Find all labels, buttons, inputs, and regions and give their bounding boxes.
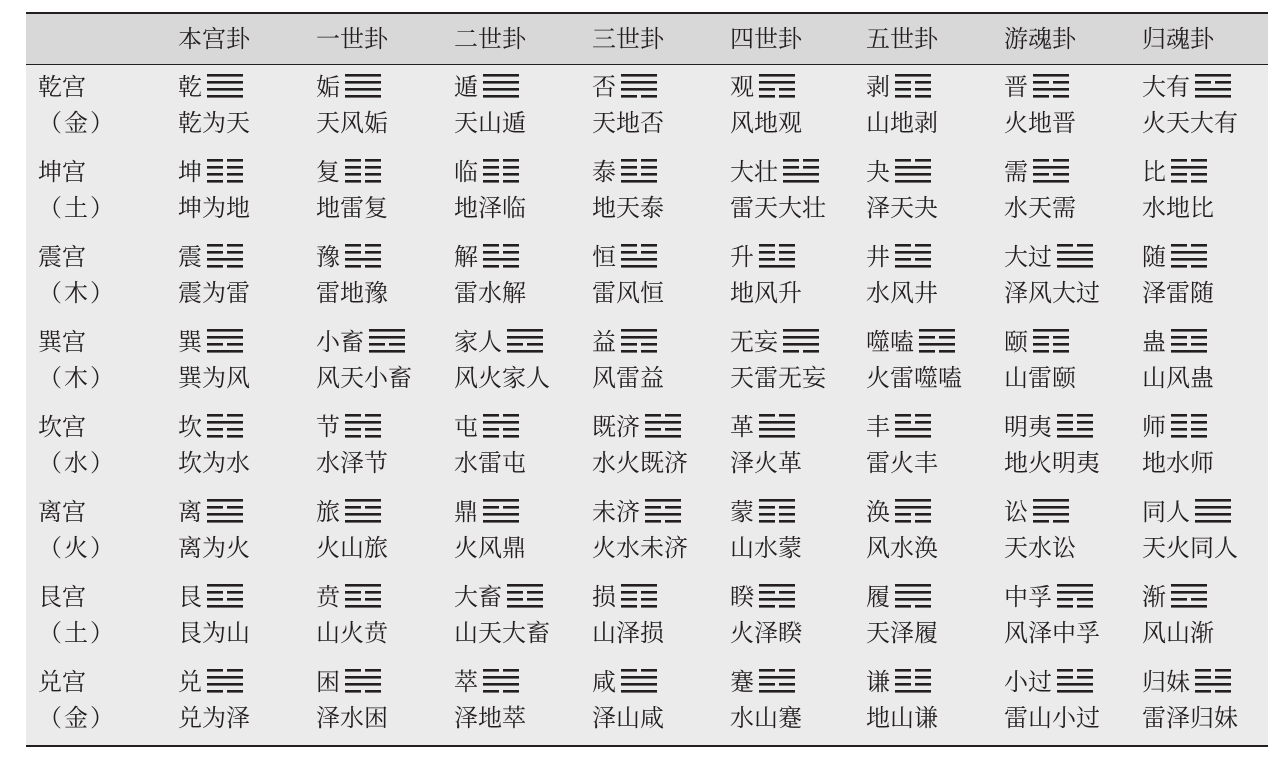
sheng-hexagram-icon	[759, 243, 795, 271]
hexagram-full-name: 雷天大壮	[730, 194, 826, 222]
jian2-hexagram-icon	[759, 668, 795, 696]
hexagram-short-name: 革	[730, 413, 754, 441]
yu-hexagram-icon	[345, 243, 381, 271]
feng-hexagram-icon	[895, 413, 931, 441]
hexagram-short-name: 谦	[866, 668, 890, 696]
hexagram-cell	[178, 582, 243, 612]
palace-element: （土）	[38, 194, 116, 222]
hexagram-short-name: 未济	[592, 498, 640, 526]
hexagram-short-name: 鼎	[454, 498, 478, 526]
bi2-hexagram-icon	[345, 583, 381, 611]
hexagram-short-name: 需	[1004, 158, 1028, 186]
hexagram-full-name: 天雷无妄	[730, 364, 826, 392]
hexagram-cell	[730, 412, 795, 442]
bo-hexagram-icon	[895, 73, 931, 101]
hexagram-cell	[316, 72, 381, 102]
fu-hexagram-icon	[345, 158, 381, 186]
hexagram-cell	[866, 667, 931, 697]
hexagram-cell	[730, 497, 795, 527]
hexagram-full-name: 泽水困	[316, 704, 388, 732]
hexagram-short-name: 困	[316, 668, 340, 696]
hexagram-short-name: 既济	[592, 413, 640, 441]
hexagram-cell	[454, 582, 543, 612]
hexagram-short-name: 坤	[178, 158, 202, 186]
xiaoguo-hexagram-icon	[1057, 668, 1093, 696]
hexagram-full-name: 雷地豫	[316, 279, 388, 307]
zhongfu-hexagram-icon	[1057, 583, 1093, 611]
header-col-guihun: 归魂卦	[1142, 25, 1214, 53]
hexagram-short-name: 渐	[1142, 583, 1166, 611]
hexagram-full-name: 泽山咸	[592, 704, 664, 732]
hexagram-full-name: 火泽睽	[730, 619, 802, 647]
hexagram-full-name: 地山谦	[866, 704, 938, 732]
hexagram-cell	[592, 327, 657, 357]
hexagram-full-name: 地水师	[1142, 449, 1214, 477]
hexagram-full-name: 雷泽归妹	[1142, 704, 1238, 732]
hexagram-cell	[316, 582, 381, 612]
hexagram-short-name: 离	[178, 498, 202, 526]
hexagram-short-name: 大过	[1004, 243, 1052, 271]
hexagram-short-name: 兑	[178, 668, 202, 696]
dayou-hexagram-icon	[1195, 73, 1231, 101]
hexagram-cell	[454, 412, 519, 442]
hexagram-short-name: 乾	[178, 73, 202, 101]
hexagram-full-name: 风天小畜	[316, 364, 412, 392]
hexagram-short-name: 噬嗑	[866, 328, 914, 356]
hexagram-short-name: 师	[1142, 413, 1166, 441]
hexagram-full-name: 风山渐	[1142, 619, 1214, 647]
zhen-hexagram-icon	[207, 243, 243, 271]
hexagram-full-name: 雷风恒	[592, 279, 664, 307]
hexagram-cell	[178, 412, 243, 442]
hexagram-short-name: 井	[866, 243, 890, 271]
daguo-hexagram-icon	[1057, 243, 1093, 271]
hexagram-full-name: 地风升	[730, 279, 802, 307]
guai-hexagram-icon	[895, 158, 931, 186]
sui-hexagram-icon	[1171, 243, 1207, 271]
hexagram-short-name: 涣	[866, 498, 890, 526]
kun-hexagram-icon	[207, 158, 243, 186]
hexagram-short-name: 履	[866, 583, 890, 611]
hexagram-full-name: 火天大有	[1142, 109, 1238, 137]
hexagram-cell	[1004, 412, 1093, 442]
hexagram-full-name: 地火明夷	[1004, 449, 1100, 477]
hexagram-cell	[178, 157, 243, 187]
lv2-hexagram-icon	[895, 583, 931, 611]
palace-name: 乾宫	[38, 73, 86, 101]
table-header-row	[26, 14, 1268, 65]
hexagram-short-name: 蒙	[730, 498, 754, 526]
qian2-hexagram-icon	[895, 668, 931, 696]
palace-name: 巽宫	[38, 328, 86, 356]
palace-element: （火）	[38, 534, 116, 562]
hexagram-short-name: 大壮	[730, 158, 778, 186]
hexagram-full-name: 坤为地	[178, 194, 250, 222]
hexagram-full-name: 水山蹇	[730, 704, 802, 732]
hexagram-short-name: 升	[730, 243, 754, 271]
hexagram-cell	[1142, 157, 1207, 187]
hexagram-cell	[1004, 157, 1069, 187]
hexagram-cell	[1142, 412, 1207, 442]
hexagram-full-name: 水雷屯	[454, 449, 526, 477]
hexagram-cell	[730, 667, 795, 697]
hexagram-short-name: 比	[1142, 158, 1166, 186]
hexagram-cell	[1142, 327, 1207, 357]
hexagram-full-name: 水火既济	[592, 449, 688, 477]
hexagram-full-name: 山泽损	[592, 619, 664, 647]
hexagram-full-name: 山火贲	[316, 619, 388, 647]
hexagram-cell	[454, 157, 519, 187]
hexagram-short-name: 震	[178, 243, 202, 271]
mingyi-hexagram-icon	[1057, 413, 1093, 441]
hexagram-cell	[178, 242, 243, 272]
yi-hexagram-icon	[621, 328, 657, 356]
dazhuang-hexagram-icon	[783, 158, 819, 186]
hexagram-full-name: 风地观	[730, 109, 802, 137]
header-col-benggong: 本宫卦	[178, 25, 250, 53]
hexagram-short-name: 萃	[454, 668, 478, 696]
hexagram-short-name: 观	[730, 73, 754, 101]
hexagram-full-name: 雷山小过	[1004, 704, 1100, 732]
hexagram-cell	[592, 72, 657, 102]
hexagram-full-name: 天水讼	[1004, 534, 1076, 562]
hexagram-short-name: 丰	[866, 413, 890, 441]
hexagram-short-name: 解	[454, 243, 478, 271]
palace-element: （木）	[38, 279, 116, 307]
weiji-hexagram-icon	[645, 498, 681, 526]
hexagram-full-name: 火风鼎	[454, 534, 526, 562]
hexagram-cell	[592, 412, 681, 442]
hexagram-short-name: 复	[316, 158, 340, 186]
hexagram-short-name: 贲	[316, 583, 340, 611]
palace-name: 坎宫	[38, 413, 86, 441]
header-col-ershi: 二世卦	[454, 25, 526, 53]
hexagram-full-name: 天风姤	[316, 109, 388, 137]
hexagram-short-name: 否	[592, 73, 616, 101]
hexagram-full-name: 山雷颐	[1004, 364, 1076, 392]
heng-hexagram-icon	[621, 243, 657, 271]
hexagram-cell	[730, 157, 819, 187]
wuwang-hexagram-icon	[783, 328, 819, 356]
hexagram-cell	[178, 72, 243, 102]
hexagram-full-name: 雷火丰	[866, 449, 938, 477]
jin-hexagram-icon	[1033, 73, 1069, 101]
xun-hexagram-icon	[207, 328, 243, 356]
header-col-sanshi: 三世卦	[592, 25, 664, 53]
hexagram-full-name: 山天大畜	[454, 619, 550, 647]
hexagram-short-name: 小过	[1004, 668, 1052, 696]
kan-hexagram-icon	[207, 413, 243, 441]
hexagram-full-name: 风泽中孚	[1004, 619, 1100, 647]
daxu-hexagram-icon	[507, 583, 543, 611]
hexagram-cell	[1004, 327, 1069, 357]
hexagram-cell	[316, 412, 381, 442]
hexagram-full-name: 震为雷	[178, 279, 250, 307]
hexagram-cell	[454, 72, 519, 102]
kui-hexagram-icon	[759, 583, 795, 611]
hexagram-short-name: 明夷	[1004, 413, 1052, 441]
zhun-hexagram-icon	[483, 413, 519, 441]
hexagram-full-name: 水泽节	[316, 449, 388, 477]
hexagram-short-name: 夬	[866, 158, 890, 186]
hexagram-full-name: 坎为水	[178, 449, 250, 477]
hexagram-cell	[1004, 582, 1093, 612]
hexagram-full-name: 风雷益	[592, 364, 664, 392]
huan-hexagram-icon	[895, 498, 931, 526]
hexagram-cell	[866, 497, 931, 527]
hexagram-cell	[730, 242, 795, 272]
hexagram-short-name: 大畜	[454, 583, 502, 611]
jie-hexagram-icon	[345, 413, 381, 441]
hexagram-cell	[1142, 582, 1207, 612]
hexagram-short-name: 遁	[454, 73, 478, 101]
hexagram-cell	[592, 582, 657, 612]
hexagram-full-name: 水地比	[1142, 194, 1214, 222]
hexagram-cell	[316, 497, 381, 527]
hexagram-cell	[454, 242, 519, 272]
hexagram-full-name: 天山遁	[454, 109, 526, 137]
hexagram-full-name: 山水蒙	[730, 534, 802, 562]
jiaren-hexagram-icon	[507, 328, 543, 356]
hexagram-cell	[866, 582, 931, 612]
xiaochu-hexagram-icon	[369, 328, 405, 356]
jing-hexagram-icon	[895, 243, 931, 271]
hexagram-cell	[592, 242, 657, 272]
hexagram-cell	[866, 412, 931, 442]
hexagram-full-name: 离为火	[178, 534, 250, 562]
hexagram-cell	[866, 72, 931, 102]
hexagram-full-name: 泽地萃	[454, 704, 526, 732]
hexagram-short-name: 随	[1142, 243, 1166, 271]
ding-hexagram-icon	[483, 498, 519, 526]
header-col-wushi: 五世卦	[866, 25, 938, 53]
palace-element: （土）	[38, 619, 116, 647]
hexagram-full-name: 地泽临	[454, 194, 526, 222]
song-hexagram-icon	[1033, 498, 1069, 526]
hexagram-cell	[1142, 497, 1231, 527]
hexagram-cell	[316, 157, 381, 187]
hexagram-short-name: 临	[454, 158, 478, 186]
hexagram-full-name: 乾为天	[178, 109, 250, 137]
hexagram-cell	[454, 327, 543, 357]
lin-hexagram-icon	[483, 158, 519, 186]
hexagram-cell	[1142, 72, 1231, 102]
lv-hexagram-icon	[345, 498, 381, 526]
hexagram-full-name: 天泽履	[866, 619, 938, 647]
yi2-hexagram-icon	[1033, 328, 1069, 356]
hexagram-short-name: 讼	[1004, 498, 1028, 526]
hexagram-full-name: 地天泰	[592, 194, 664, 222]
hexagram-full-name: 火地晋	[1004, 109, 1076, 137]
hexagram-cell	[730, 327, 819, 357]
guan-hexagram-icon	[759, 73, 795, 101]
hexagram-cell	[730, 582, 795, 612]
hexagram-cell	[316, 327, 405, 357]
hexagram-short-name: 蛊	[1142, 328, 1166, 356]
jiji-hexagram-icon	[645, 413, 681, 441]
hexagram-cell	[178, 327, 243, 357]
shihe-hexagram-icon	[919, 328, 955, 356]
hexagram-full-name: 巽为风	[178, 364, 250, 392]
jian-hexagram-icon	[1171, 583, 1207, 611]
hexagram-short-name: 小畜	[316, 328, 364, 356]
hexagram-cell	[866, 242, 931, 272]
kun2-hexagram-icon	[345, 668, 381, 696]
hexagram-full-name: 火雷噬嗑	[866, 364, 962, 392]
hexagram-full-name: 天地否	[592, 109, 664, 137]
hexagram-short-name: 艮	[178, 583, 202, 611]
hexagram-full-name: 火水未济	[592, 534, 688, 562]
header-col-sishi: 四世卦	[730, 25, 802, 53]
palace-name: 离宫	[38, 498, 86, 526]
gu-hexagram-icon	[1171, 328, 1207, 356]
hexagram-short-name: 旅	[316, 498, 340, 526]
hexagram-short-name: 咸	[592, 668, 616, 696]
hexagram-cell	[454, 667, 519, 697]
xie-hexagram-icon	[483, 243, 519, 271]
tai-hexagram-icon	[621, 158, 657, 186]
hexagram-short-name: 巽	[178, 328, 202, 356]
sun-hexagram-icon	[621, 583, 657, 611]
hexagram-full-name: 山地剥	[866, 109, 938, 137]
hexagram-short-name: 坎	[178, 413, 202, 441]
palace-name: 坤宫	[38, 158, 86, 186]
meng-hexagram-icon	[759, 498, 795, 526]
header-col-yishi: 一世卦	[316, 25, 388, 53]
hexagram-short-name: 恒	[592, 243, 616, 271]
bi-hexagram-icon	[1171, 158, 1207, 186]
hexagram-short-name: 剥	[866, 73, 890, 101]
palace-element: （木）	[38, 364, 116, 392]
hexagram-cell	[592, 667, 657, 697]
hexagram-cell	[1142, 242, 1207, 272]
hexagram-full-name: 水风井	[866, 279, 938, 307]
hexagram-full-name: 风火家人	[454, 364, 550, 392]
shi-hexagram-icon	[1171, 413, 1207, 441]
dun-hexagram-icon	[483, 73, 519, 101]
hexagram-cell	[592, 497, 681, 527]
hexagram-full-name: 泽天夬	[866, 194, 938, 222]
dui-hexagram-icon	[207, 668, 243, 696]
hexagram-full-name: 艮为山	[178, 619, 250, 647]
hexagram-cell	[866, 157, 931, 187]
hexagram-short-name: 屯	[454, 413, 478, 441]
header-col-youhun: 游魂卦	[1004, 25, 1076, 53]
hexagram-cell	[454, 497, 519, 527]
hexagram-short-name: 中孚	[1004, 583, 1052, 611]
hexagram-short-name: 泰	[592, 158, 616, 186]
hexagram-full-name: 风水涣	[866, 534, 938, 562]
hexagram-short-name: 豫	[316, 243, 340, 271]
eight-palaces-table	[26, 12, 1268, 747]
hexagram-full-name: 雷水解	[454, 279, 526, 307]
palace-name: 艮宫	[38, 583, 86, 611]
hexagram-full-name: 泽雷随	[1142, 279, 1214, 307]
hexagram-cell	[316, 667, 381, 697]
hexagram-short-name: 归妹	[1142, 668, 1190, 696]
palace-element: （水）	[38, 449, 116, 477]
hexagram-short-name: 姤	[316, 73, 340, 101]
hexagram-short-name: 颐	[1004, 328, 1028, 356]
xu-hexagram-icon	[1033, 158, 1069, 186]
palace-element: （金）	[38, 109, 116, 137]
hexagram-cell	[1004, 667, 1093, 697]
hexagram-full-name: 兑为泽	[178, 704, 250, 732]
ge-hexagram-icon	[759, 413, 795, 441]
xian-hexagram-icon	[621, 668, 657, 696]
gou-hexagram-icon	[345, 73, 381, 101]
hexagram-short-name: 蹇	[730, 668, 754, 696]
hexagram-short-name: 晋	[1004, 73, 1028, 101]
hexagram-cell	[730, 72, 795, 102]
palace-name: 兑宫	[38, 668, 86, 696]
hexagram-full-name: 泽风大过	[1004, 279, 1100, 307]
hexagram-short-name: 同人	[1142, 498, 1190, 526]
hexagram-full-name: 地雷复	[316, 194, 388, 222]
guimei-hexagram-icon	[1195, 668, 1231, 696]
cui-hexagram-icon	[483, 668, 519, 696]
hexagram-cell	[1004, 242, 1093, 272]
tongren-hexagram-icon	[1195, 498, 1231, 526]
hexagram-full-name: 泽火革	[730, 449, 802, 477]
hexagram-full-name: 水天需	[1004, 194, 1076, 222]
hexagram-short-name: 损	[592, 583, 616, 611]
palace-element: （金）	[38, 704, 116, 732]
hexagram-short-name: 家人	[454, 328, 502, 356]
hexagram-full-name: 天火同人	[1142, 534, 1238, 562]
hexagram-cell	[1004, 497, 1069, 527]
pi-hexagram-icon	[621, 73, 657, 101]
gen-hexagram-icon	[207, 583, 243, 611]
hexagram-cell	[178, 497, 243, 527]
hexagram-short-name: 大有	[1142, 73, 1190, 101]
hexagram-short-name: 益	[592, 328, 616, 356]
hexagram-cell	[178, 667, 243, 697]
hexagram-full-name: 山风蛊	[1142, 364, 1214, 392]
hexagram-cell	[1004, 72, 1069, 102]
li-hexagram-icon	[207, 498, 243, 526]
hexagram-short-name: 无妄	[730, 328, 778, 356]
palace-name: 震宫	[38, 243, 86, 271]
hexagram-short-name: 节	[316, 413, 340, 441]
hexagram-cell	[1142, 667, 1231, 697]
qian-hexagram-icon	[207, 73, 243, 101]
hexagram-cell	[866, 327, 955, 357]
hexagram-short-name: 睽	[730, 583, 754, 611]
hexagram-full-name: 火山旅	[316, 534, 388, 562]
hexagram-cell	[316, 242, 381, 272]
hexagram-cell	[592, 157, 657, 187]
